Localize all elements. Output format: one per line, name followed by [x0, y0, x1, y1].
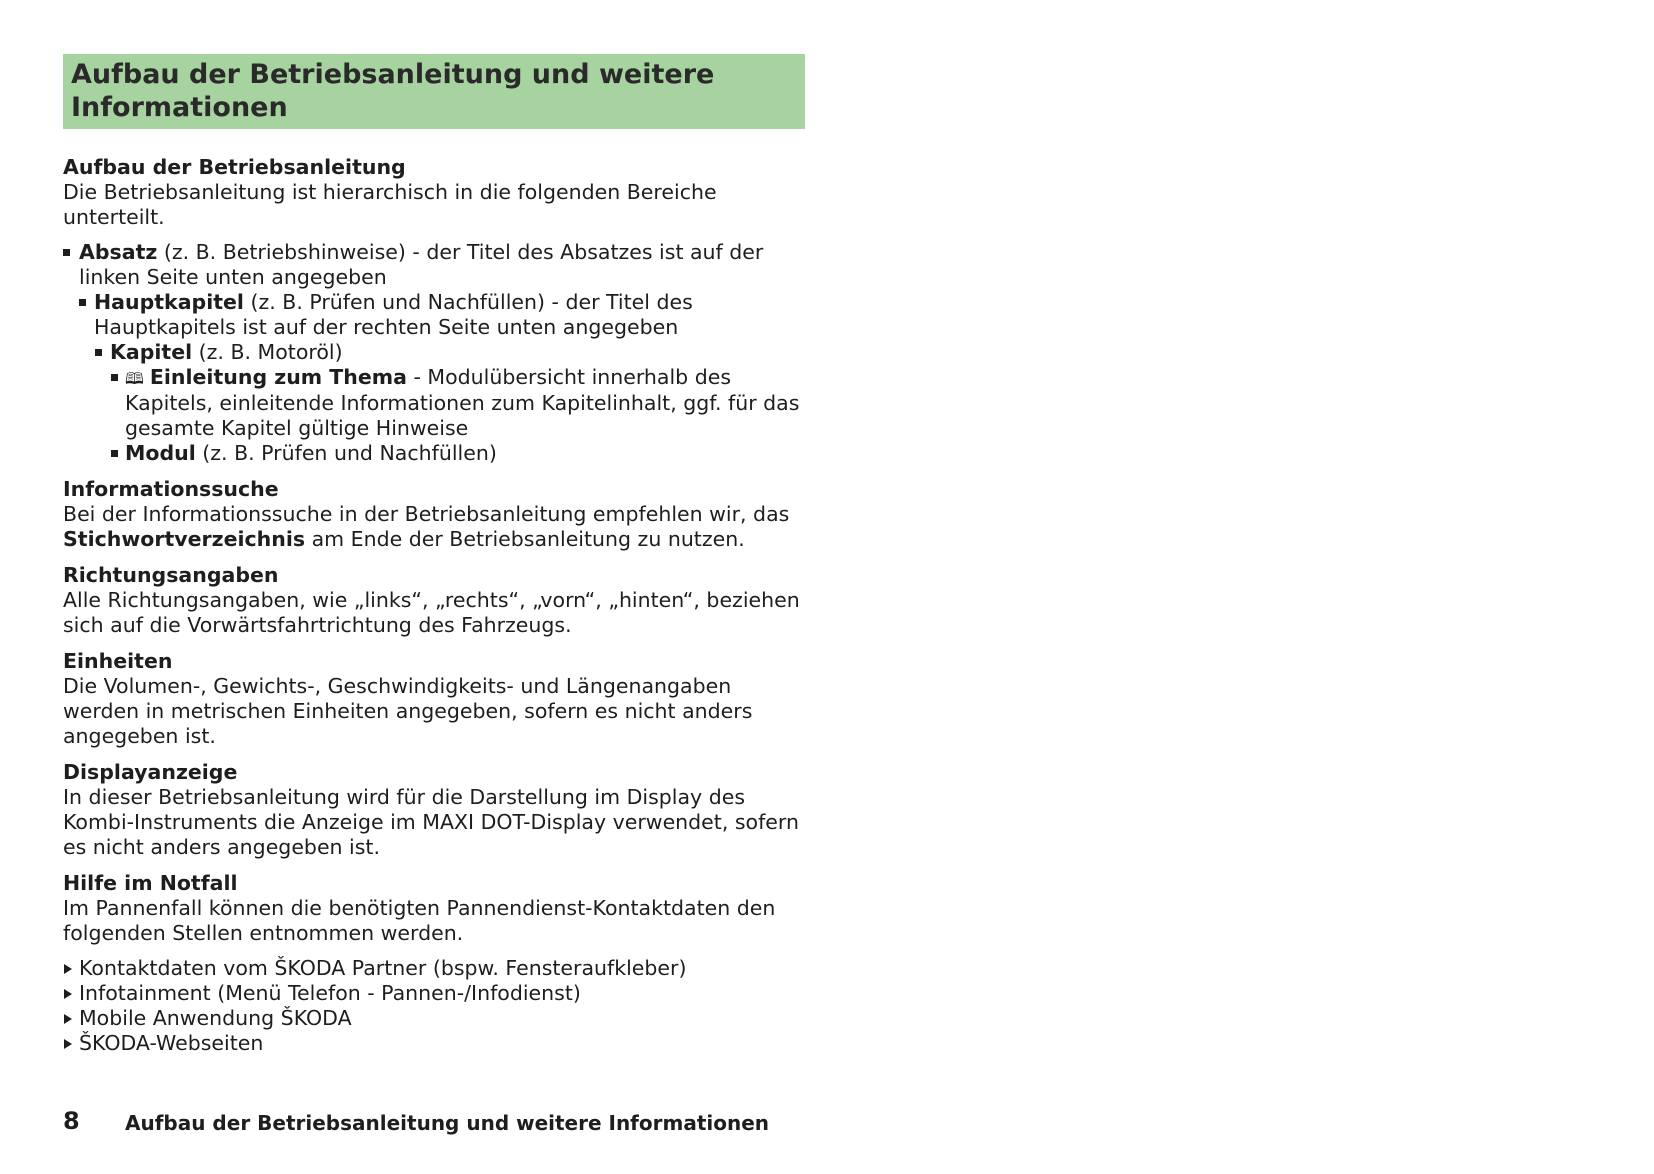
section-units: [63, 649, 805, 749]
section-title: Displayanzeige: [63, 760, 238, 784]
item-term: Modul: [125, 441, 196, 465]
list-item: [63, 290, 805, 340]
list-item: [63, 956, 805, 981]
section-title: Hilfe im Notfall: [63, 871, 238, 895]
content-column: [63, 54, 805, 1056]
arrow-bullet-icon: [64, 964, 72, 974]
section-title: Informationssuche: [63, 477, 279, 501]
index-term: Stichwortverzeichnis: [63, 527, 306, 551]
chapter-title-line-2: Informationen: [71, 92, 288, 123]
item-term: Einleitung zum Thema: [149, 365, 407, 389]
chapter-title: [71, 58, 797, 124]
section-emergency: [63, 871, 805, 1056]
item-term: Hauptkapitel: [94, 290, 244, 314]
section-search: [63, 477, 805, 552]
text-part: Bei der Informationssuche in der Betriebsanleitung empfehlen wir, das: [63, 502, 790, 526]
section-display: [63, 760, 805, 860]
section-text: Im Pannenfall können die benötigten Pannendienst-Kontaktdaten den folgenden Stellen entnommen werden.: [63, 896, 776, 945]
footer-title: Aufbau der Betriebsanleitung und weitere Informationen: [125, 1111, 770, 1135]
arrow-bullet-icon: [64, 989, 72, 999]
item-text: - Modulübersicht innerhalb des Kapitels, einleitende Informationen zum Kapitelinhalt, ggf. für das gesamte Kapitel gültige Hinweise: [125, 365, 800, 440]
item-text: ŠKODA-Webseiten: [79, 1031, 264, 1055]
item-text: Kontaktdaten vom ŠKODA Partner (bspw. Fensteraufkleber): [79, 956, 687, 980]
section-title: Richtungsangaben: [63, 563, 279, 587]
item-text: (z. B. Motoröl): [192, 340, 343, 364]
hierarchy-list: [63, 240, 805, 466]
list-item: [63, 240, 805, 290]
list-item: [63, 1006, 805, 1031]
arrow-bullet-icon: [64, 1039, 72, 1049]
item-text: (z. B. Prüfen und Nachfüllen): [195, 441, 497, 465]
section-title: Einheiten: [63, 649, 173, 673]
item-text: (z. B. Betriebshinweise) - der Titel des Absatzes ist auf der linken Seite unten angegeben: [79, 240, 764, 289]
chapter-title-line-1: Aufbau der Betriebsanleitung und weitere: [71, 59, 715, 90]
section-text: Alle Richtungsangaben, wie „links“, „rechts“, „vorn“, „hinten“, beziehen sich auf die Vorwärtsfahrtrichtung des Fahrzeugs.: [63, 588, 800, 637]
chapter-banner: [63, 54, 805, 129]
item-term: Kapitel: [110, 340, 193, 364]
list-item: [63, 365, 805, 441]
open-book-icon: 🕮: [125, 369, 144, 388]
list-item: [63, 441, 805, 466]
item-text: (z. B. Prüfen und Nachfüllen) - der Titel des Hauptkapitels ist auf der rechten Seite unten angegeben: [94, 290, 693, 339]
page-footer: [63, 1107, 823, 1137]
section-structure: [63, 155, 805, 466]
item-text: Mobile Anwendung ŠKODA: [79, 1006, 352, 1030]
section-directions: [63, 563, 805, 638]
section-text: [63, 502, 805, 552]
item-text: Infotainment (Menü Telefon - Pannen-/Infodienst): [79, 981, 581, 1005]
section-text: Die Volumen-, Gewichts-, Geschwindigkeits- und Längenangaben werden in metrischen Einheiten angegeben, sofern es nicht anders angegeben ist.: [63, 674, 753, 748]
page-number: 8: [63, 1107, 80, 1135]
section-text: In dieser Betriebsanleitung wird für die Darstellung im Display des Kombi-Instruments die Anzeige im MAXI DOT-Display verwendet, sofern es nicht anders angegeben ist.: [63, 785, 799, 859]
arrow-bullet-icon: [64, 1014, 72, 1024]
list-item: [63, 1031, 805, 1056]
list-item: [63, 340, 805, 365]
section-title: Aufbau der Betriebsanleitung: [63, 155, 406, 179]
list-item: [63, 981, 805, 1006]
item-term: Absatz: [79, 240, 158, 264]
section-intro: Die Betriebsanleitung ist hierarchisch in die folgenden Bereiche unterteilt.: [63, 180, 717, 229]
contact-list: [63, 956, 805, 1056]
text-part: am Ende der Betriebsanleitung zu nutzen.: [305, 527, 745, 551]
